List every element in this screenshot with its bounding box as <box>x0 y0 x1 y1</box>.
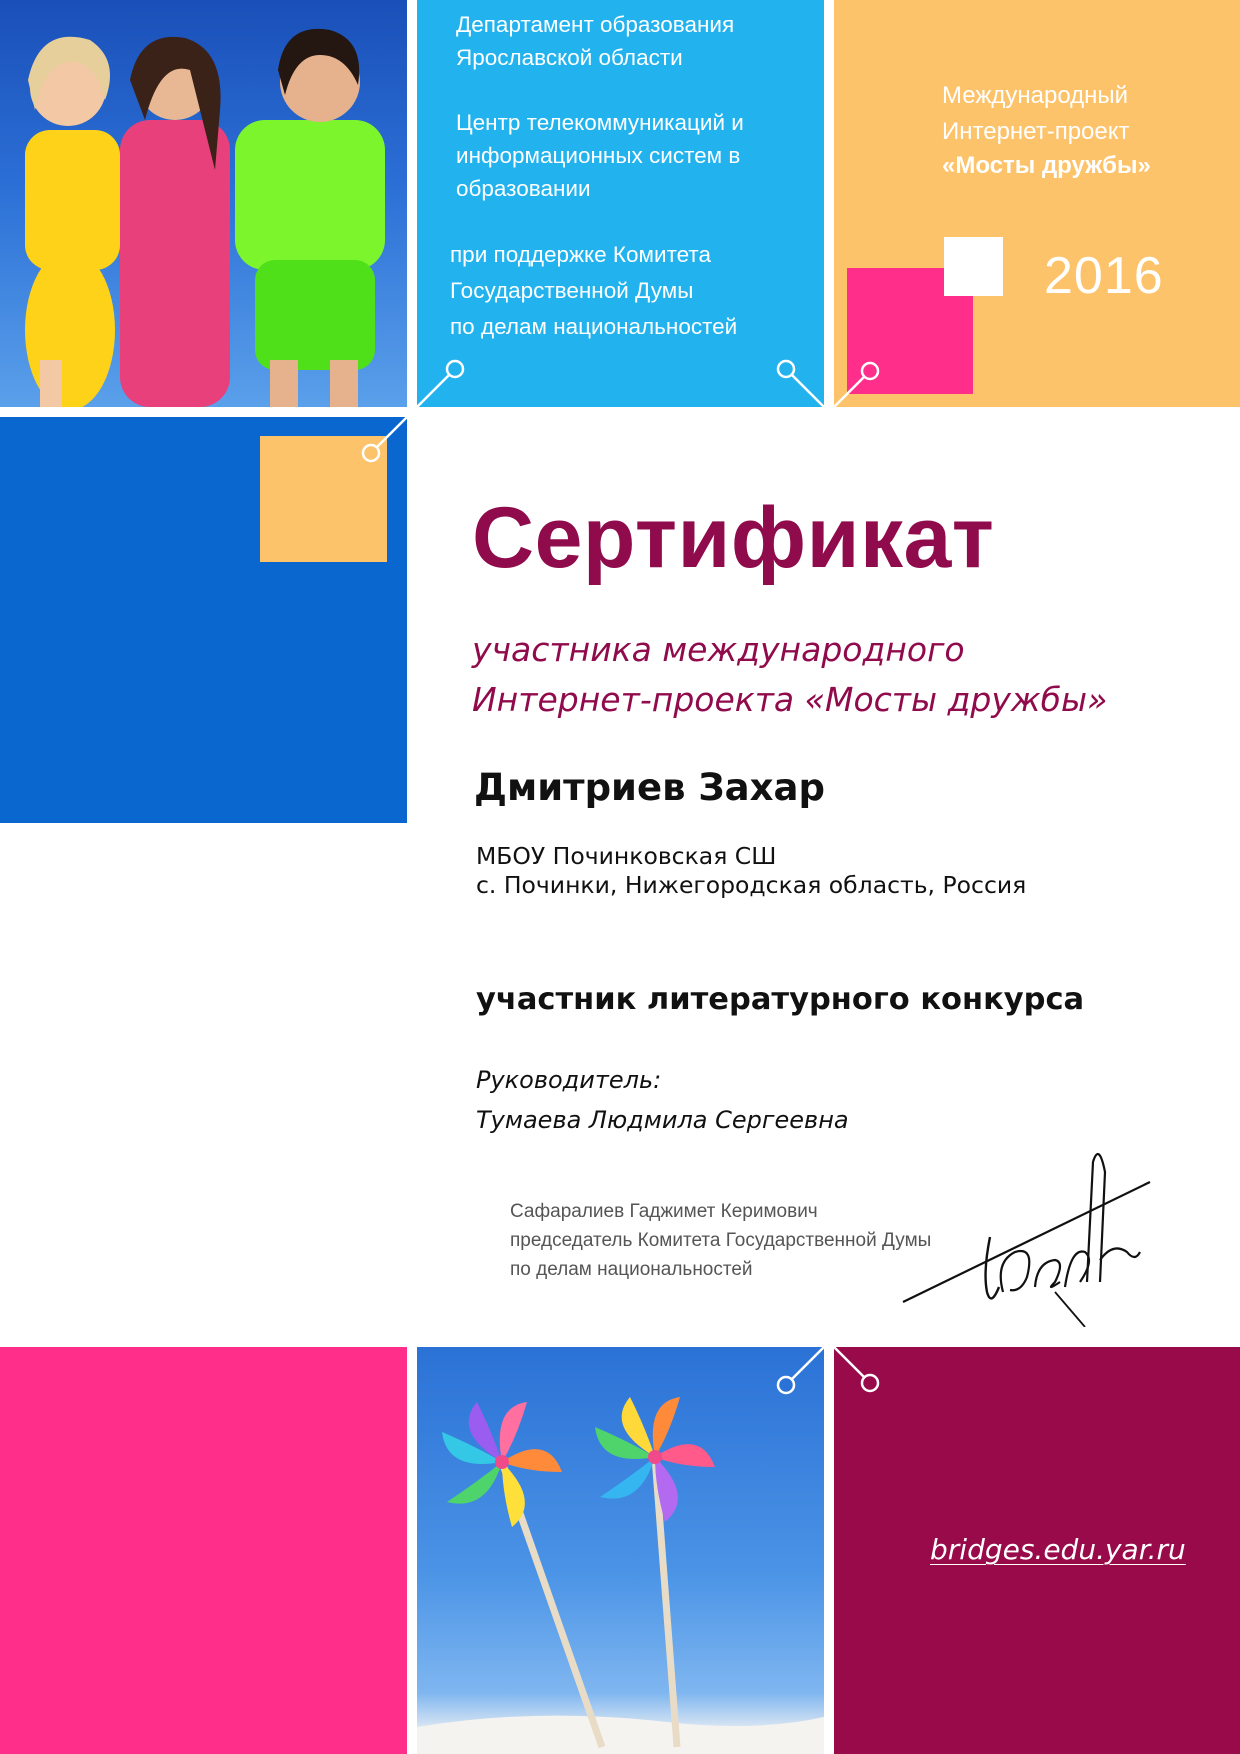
project-line: Международный <box>942 82 1129 109</box>
signatory-block <box>510 1197 931 1284</box>
mentor-block <box>476 1060 849 1140</box>
decor-panel-pink <box>0 1347 407 1754</box>
award-text: участник литературного конкурса <box>476 982 1085 1017</box>
year-label: 2016 <box>1044 247 1164 305</box>
department-line: Департамент образования <box>456 12 735 37</box>
subtitle-line: участника международного <box>472 630 965 669</box>
project-url[interactable]: bridges.edu.yar.ru <box>930 1533 1186 1566</box>
certificate-subtitle <box>472 625 1107 725</box>
department-text <box>456 8 816 74</box>
department-line: Ярославской области <box>456 45 683 70</box>
support-line: по делам национальностей <box>450 314 738 339</box>
support-text <box>450 237 830 345</box>
decor-square-orange <box>260 436 387 562</box>
children-illustration <box>0 0 407 407</box>
center-line: Центр телекоммуникаций и <box>456 110 744 135</box>
project-line: Интернет-проект <box>942 118 1130 145</box>
center-text <box>456 106 816 205</box>
center-line: образовании <box>456 176 591 201</box>
mentor-label: Руководитель: <box>476 1066 662 1094</box>
handwritten-signature <box>895 1142 1175 1327</box>
school-info <box>476 842 1026 900</box>
signatory-line: по делам национальностей <box>510 1259 753 1280</box>
decor-square-white <box>944 237 1003 296</box>
project-name: «Мосты дружбы» <box>942 152 1151 179</box>
recipient-name: Дмитриев Захар <box>474 766 825 809</box>
subtitle-line: Интернет-проекта «Мосты дружбы» <box>472 680 1108 719</box>
project-label <box>942 78 1232 150</box>
center-line: информационных систем в <box>456 143 741 168</box>
certificate-title: Сертификат <box>472 490 995 586</box>
school-line: МБОУ Починковская СШ <box>476 842 777 870</box>
mentor-name: Тумаева Людмила Сергеевна <box>476 1106 849 1134</box>
signatory-line: председатель Комитета Государственной Думы <box>510 1230 932 1251</box>
signatory-line: Сафаралиев Гаджимет Керимович <box>510 1201 818 1222</box>
school-line: с. Починки, Нижегородская область, Россия <box>476 871 1027 899</box>
pinwheels-illustration <box>417 1347 824 1754</box>
children-photo <box>0 0 407 407</box>
support-line: при поддержке Комитета <box>450 242 711 267</box>
pinwheels-photo <box>417 1347 824 1754</box>
support-line: Государственной Думы <box>450 278 694 303</box>
